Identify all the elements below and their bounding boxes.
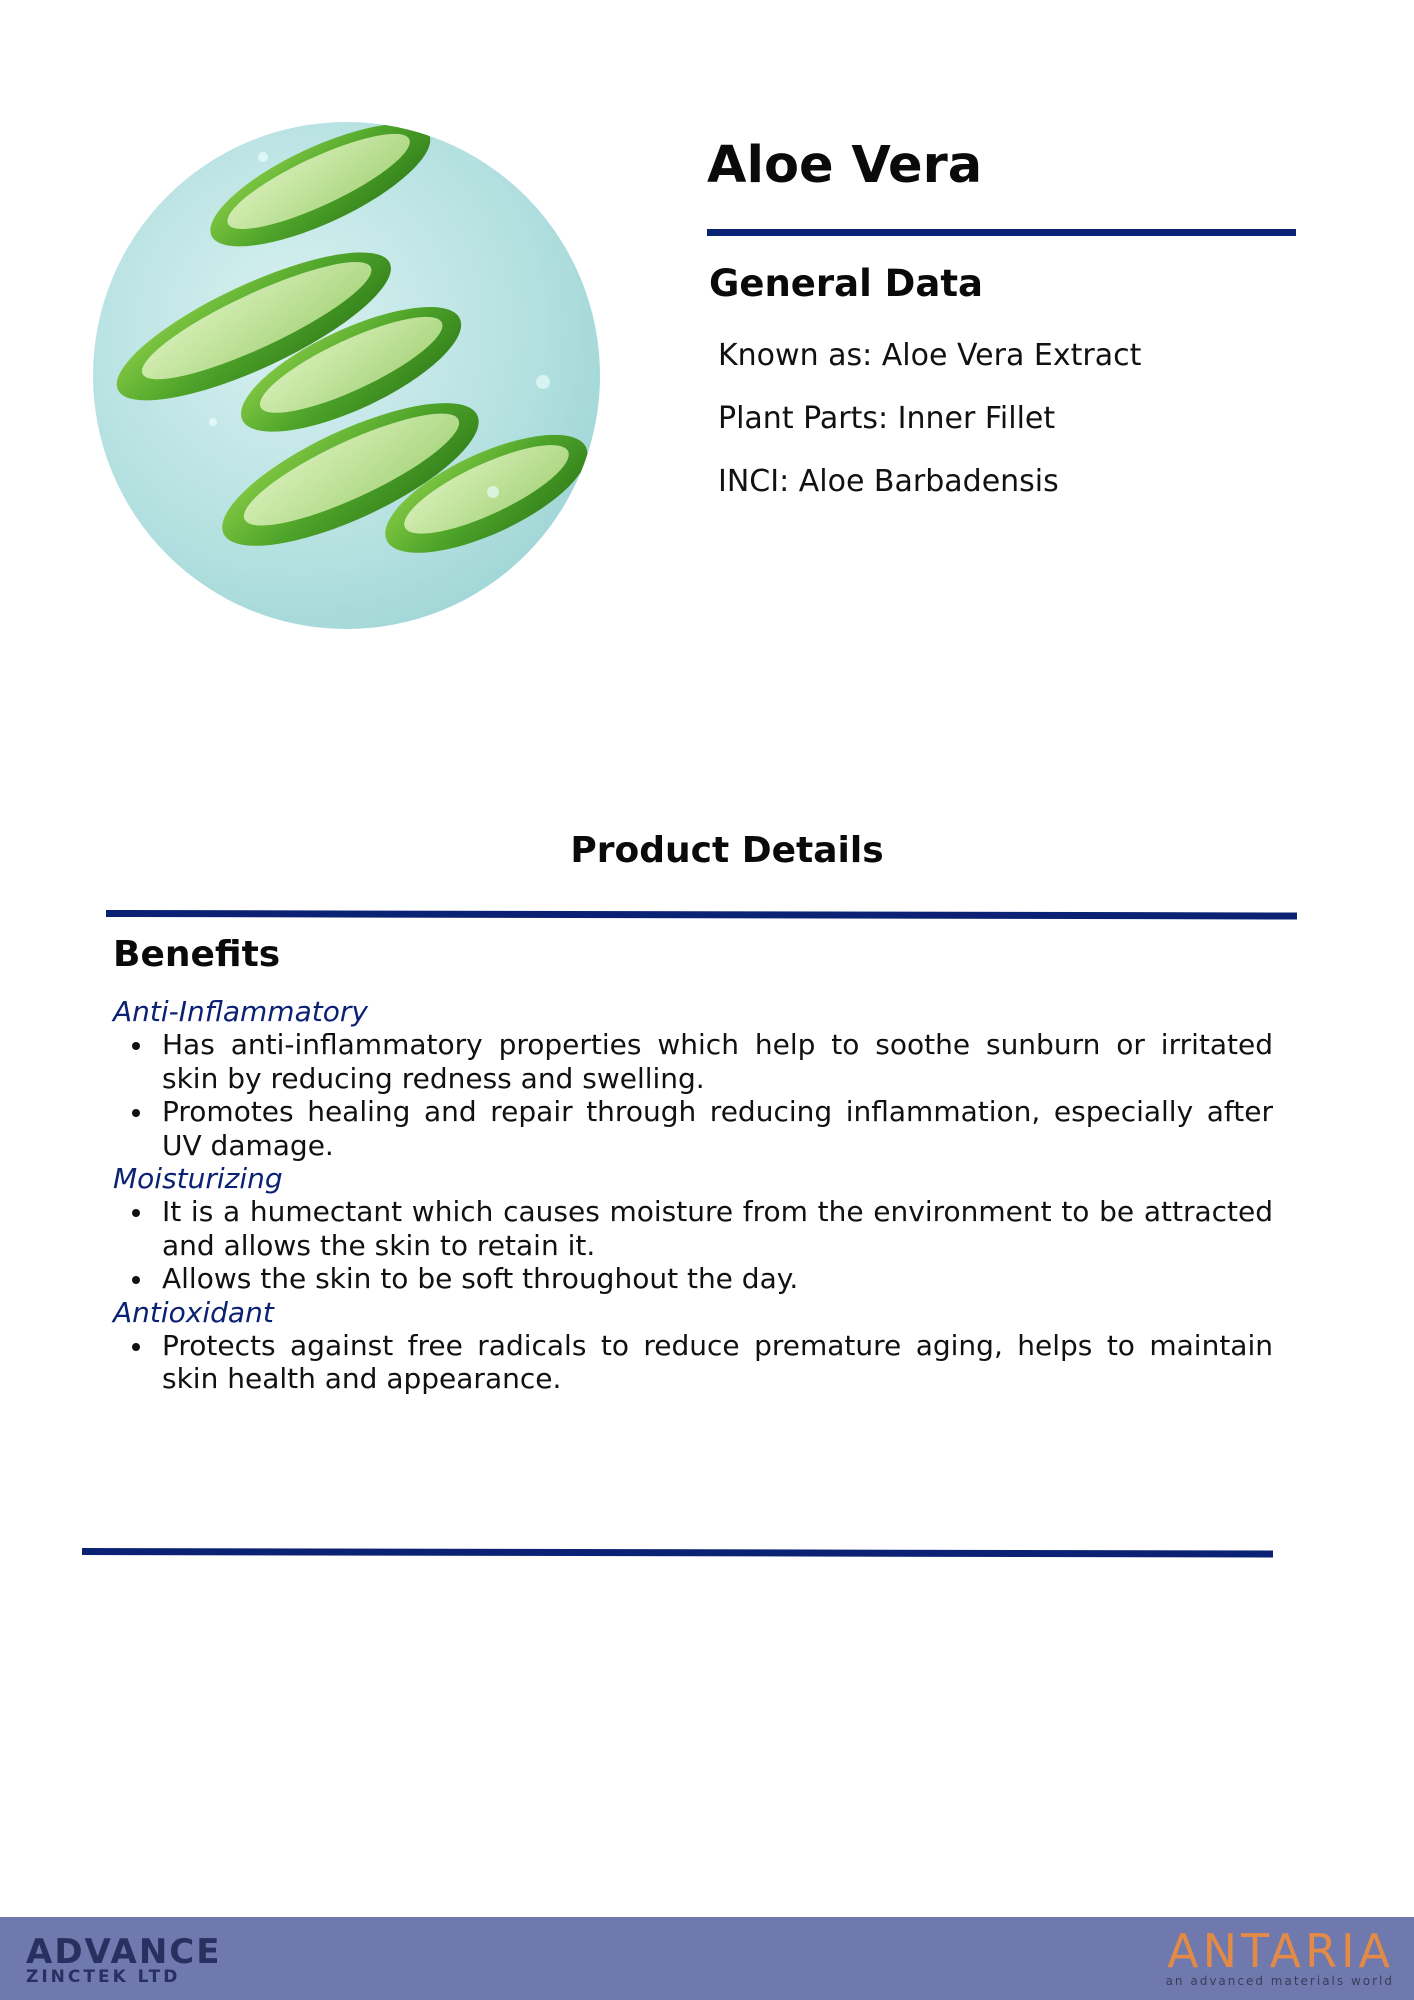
footer-bar xyxy=(0,1917,1414,2000)
plant-parts-item: Plant Parts: Inner Fillet xyxy=(718,401,1056,436)
antaria-tagline: an advanced materials world xyxy=(1165,1974,1394,1988)
benefit-point: Allows the skin to be soft throughout the day. xyxy=(162,1262,1273,1296)
inci-item: INCI: Aloe Barbadensis xyxy=(718,464,1059,499)
zinctek-logo-text: ZINCTEK LTD xyxy=(26,1967,181,1987)
benefit-list xyxy=(113,1329,1273,1396)
benefits-heading: Benefits xyxy=(113,934,281,975)
benefit-list xyxy=(113,1195,1273,1296)
advance-zinctek-logo xyxy=(26,1932,222,1987)
benefit-category-title: Antioxidant xyxy=(113,1295,274,1329)
benefit-point: It is a humectant which causes moisture from the environment to be attracted and allows the skin to retain it. xyxy=(162,1195,1273,1262)
advance-logo-text: ADVANCE xyxy=(26,1932,222,1972)
benefit-category-title: Moisturizing xyxy=(113,1162,283,1195)
product-details-divider xyxy=(106,910,1297,919)
aloe-leaves-illustration xyxy=(93,122,600,629)
product-details-heading: Product Details xyxy=(570,830,884,871)
benefit-point: Protects against free radicals to reduce premature aging, helps to maintain skin health and appearance. xyxy=(162,1328,1273,1395)
product-title: Aloe Vera xyxy=(707,136,983,195)
benefits-section xyxy=(113,995,1273,1396)
antaria-logo xyxy=(1165,1924,1394,1988)
antaria-logo-text: ANTARIA xyxy=(1167,1924,1394,1978)
title-divider xyxy=(707,229,1296,236)
aloe-vera-photo xyxy=(93,122,600,629)
general-data-heading: General Data xyxy=(709,262,984,305)
benefit-point: Has anti-inflammatory properties which help to soothe sunburn or irritated skin by reducing redness and swelling. xyxy=(162,1028,1273,1095)
benefit-list xyxy=(113,1028,1273,1162)
bottom-divider xyxy=(82,1548,1273,1557)
benefit-point: Promotes healing and repair through reducing inflammation, especially after UV damage. xyxy=(162,1095,1273,1162)
benefit-category-title: Anti-Inflammatory xyxy=(113,995,368,1028)
known-as-item: Known as: Aloe Vera Extract xyxy=(718,338,1142,373)
general-data-list xyxy=(718,336,1141,525)
